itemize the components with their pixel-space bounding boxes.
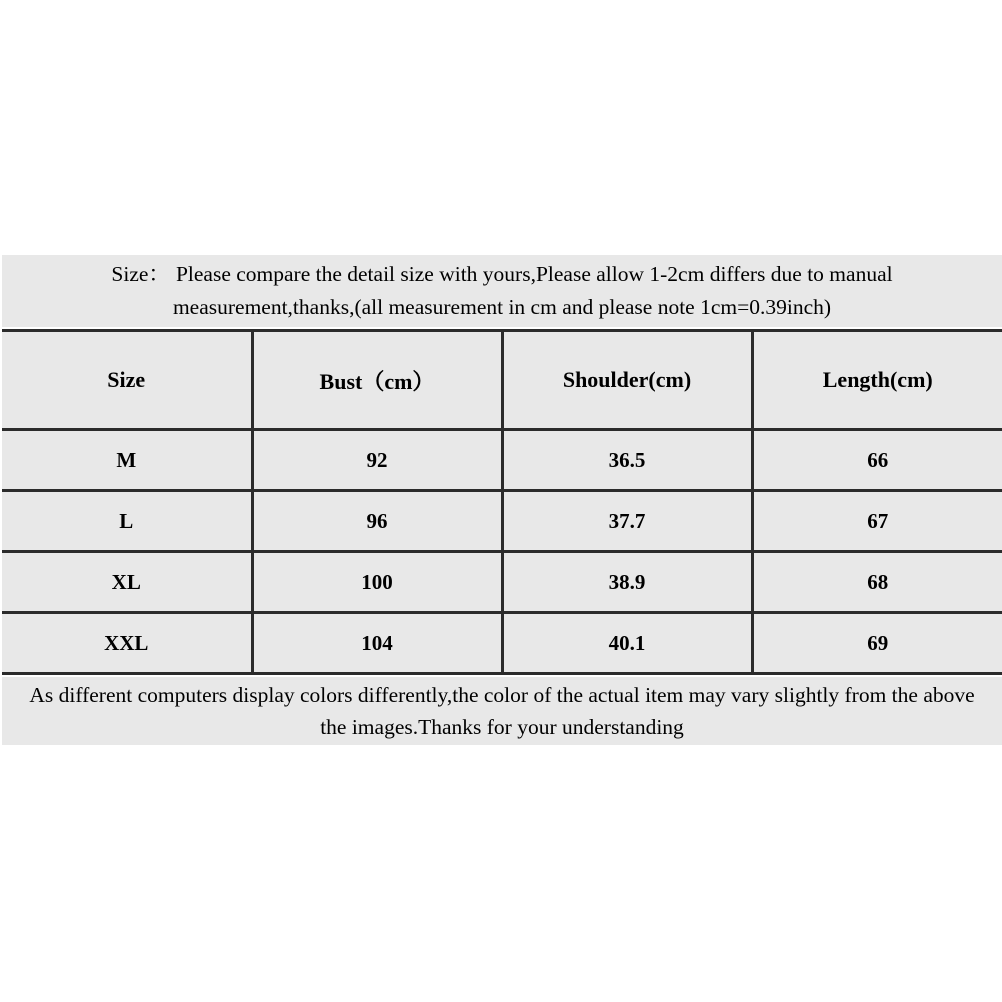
cell-shoulder-xxl: 40.1 — [502, 613, 752, 674]
color-disclaimer-line-2: the images.Thanks for your understanding — [320, 715, 684, 739]
column-header-length: Length(cm) — [752, 331, 1002, 430]
column-header-size: Size — [2, 331, 252, 430]
cell-bust-xl: 100 — [252, 552, 502, 613]
table-row-xxl — [2, 613, 1002, 674]
cell-size-l: L — [2, 491, 252, 552]
color-disclaimer — [2, 677, 1002, 745]
cell-bust-l: 96 — [252, 491, 502, 552]
cell-length-xxl: 69 — [752, 613, 1002, 674]
column-header-shoulder: Shoulder(cm) — [502, 331, 752, 430]
measurement-notice-line-2: measurement,thanks,(all measurement in cm and please note 1cm=0.39inch) — [172, 295, 832, 319]
size-table-header — [2, 331, 1002, 430]
cell-bust-m: 92 — [252, 430, 502, 491]
cell-size-xxl: XXL — [2, 613, 252, 674]
cell-length-xl: 68 — [752, 552, 1002, 613]
measurement-notice-line-1 — [2, 258, 1002, 291]
cell-bust-xxl: 104 — [252, 613, 502, 674]
header-row — [2, 331, 1002, 430]
color-disclaimer-line-1: As different computers display colors differently,the color of the actual item may vary slightly from the above — [29, 683, 975, 707]
table-row-m — [2, 430, 1002, 491]
table-row-l — [2, 491, 1002, 552]
cell-size-xl: XL — [2, 552, 252, 613]
size-table-body — [2, 430, 1002, 674]
column-header-bust: Bust（cm） — [252, 331, 502, 430]
size-chart-panel — [2, 255, 1002, 745]
cell-shoulder-l: 37.7 — [502, 491, 752, 552]
cell-shoulder-m: 36.5 — [502, 430, 752, 491]
measurement-notice — [2, 255, 1002, 327]
cell-length-m: 66 — [752, 430, 1002, 491]
cell-size-m: M — [2, 430, 252, 491]
cell-length-l: 67 — [752, 491, 1002, 552]
size-table — [2, 329, 1002, 675]
size-label: Size： — [111, 262, 170, 286]
measurement-notice-text-1: Please compare the detail size with yours,Please allow 1-2cm differs due to manual — [175, 262, 893, 286]
cell-shoulder-xl: 38.9 — [502, 552, 752, 613]
table-row-xl — [2, 552, 1002, 613]
